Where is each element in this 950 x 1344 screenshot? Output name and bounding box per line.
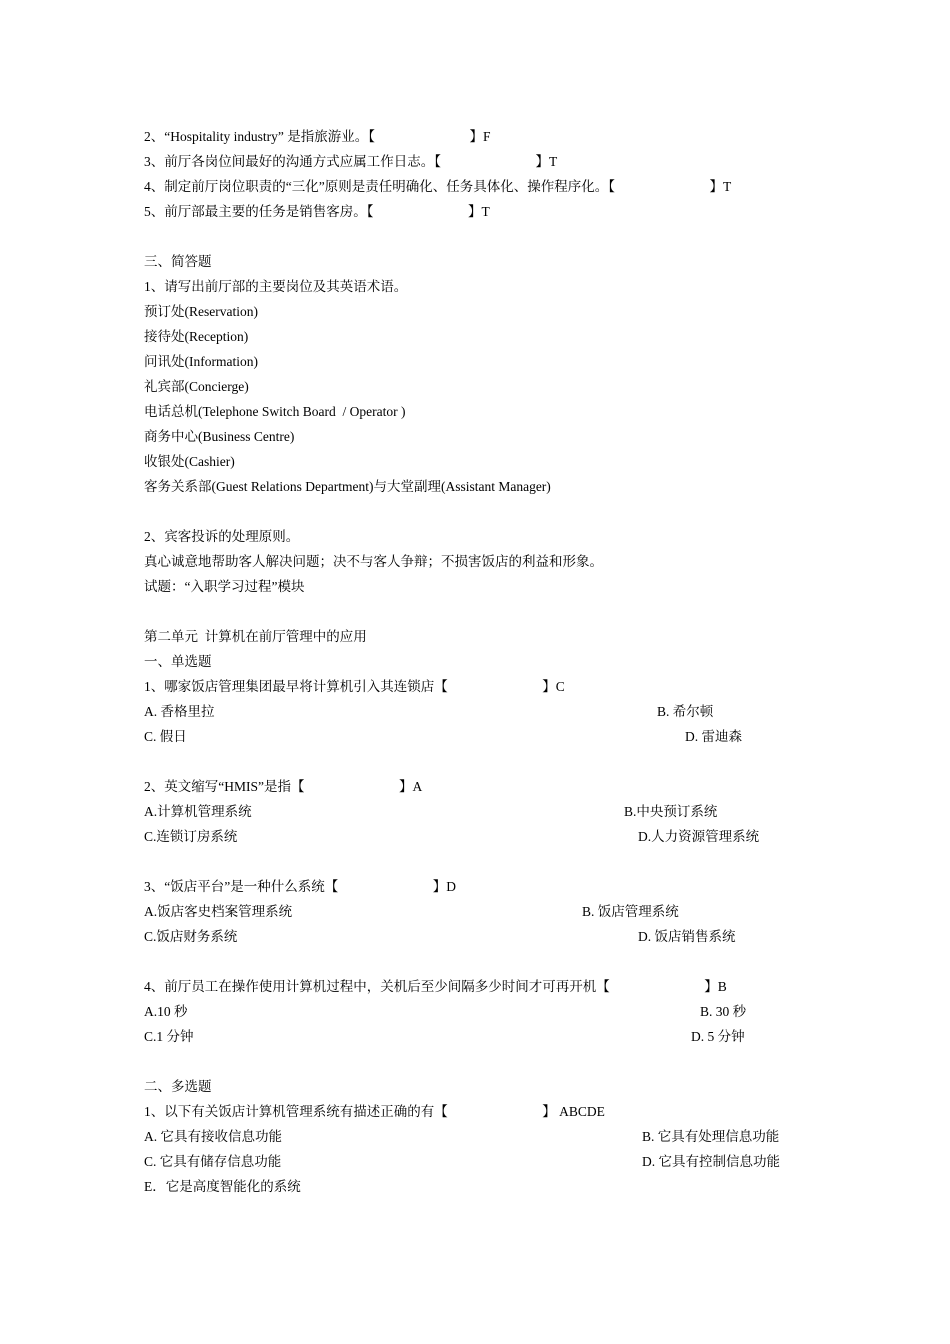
option-d: D.人力资源管理系统: [638, 829, 760, 844]
option-a: A. 它具有接收信息功能: [144, 1129, 282, 1144]
option-c: C.饭店财务系统: [144, 929, 238, 944]
option-b: B. 30 秒: [700, 1004, 747, 1019]
short-answer-question-1: 1、请写出前厅部的主要岗位及其英语术语。: [144, 279, 408, 294]
option-d: D. 它具有控制信息功能: [642, 1154, 780, 1169]
option-b: B.中央预订系统: [624, 804, 718, 819]
option-c: C. 假日: [144, 729, 187, 744]
option-d: D. 雷迪森: [685, 729, 742, 744]
option-c: C.连锁订房系统: [144, 829, 238, 844]
exam-note: 试题：“入职学习过程”模块: [144, 579, 305, 594]
question-stem: 3、“饭店平台”是一种什么系统【 】D: [144, 879, 456, 894]
post-item: 接待处(Reception): [144, 329, 249, 344]
tf-question-3: 3、前厅各岗位间最好的沟通方式应属工作日志。【 】T: [144, 154, 558, 169]
question-stem: 2、英文缩写“HMIS”是指【 】A: [144, 779, 423, 794]
tf-question-4: 4、制定前厅岗位职责的“三化”原则是责任明确化、任务具体化、操作程序化。【 】T: [144, 179, 732, 194]
post-item: 电话总机(Telephone Switch Board / Operator ): [144, 404, 406, 419]
option-c: C. 它具有储存信息功能: [144, 1154, 282, 1169]
option-a: A.饭店客史档案管理系统: [144, 904, 293, 919]
short-answer-answer-2: 真心诚意地帮助客人解决问题；决不与客人争辩；不损害饭店的利益和形象。: [144, 554, 603, 569]
post-item: 客务关系部(Guest Relations Department)与大堂副理(Assistant Manager): [144, 479, 551, 494]
post-item: 收银处(Cashier): [144, 454, 235, 469]
option-e: E．它是高度智能化的系统: [144, 1179, 301, 1194]
option-d: D. 5 分钟: [691, 1029, 745, 1044]
option-b: B. 它具有处理信息功能: [642, 1129, 780, 1144]
option-a: A.10 秒: [144, 1004, 188, 1019]
section-heading-short-answer: 三、简答题: [144, 254, 212, 269]
option-b: B. 希尔顿: [657, 704, 714, 719]
option-a: A.计算机管理系统: [144, 804, 252, 819]
question-stem: 1、哪家饭店管理集团最早将计算机引入其连锁店【 】C: [144, 679, 565, 694]
option-c: C.1 分钟: [144, 1029, 194, 1044]
unit-title: 第二单元 计算机在前厅管理中的应用: [144, 629, 367, 644]
tf-question-5: 5、前厅部最主要的任务是销售客房。【 】T: [144, 204, 490, 219]
tf-question-2: 2、“Hospitality industry” 是指旅游业。【 】F: [144, 129, 491, 144]
option-b: B. 饭店管理系统: [582, 904, 679, 919]
question-stem: 4、前厅员工在操作使用计算机过程中，关机后至少间隔多少时间才可再开机【 】B: [144, 979, 727, 994]
short-answer-question-2: 2、宾客投诉的处理原则。: [144, 529, 300, 544]
section-heading-single-choice: 一、单选题: [144, 654, 212, 669]
question-stem: 1、以下有关饭店计算机管理系统有描述正确的有【 】 ABCDE: [144, 1104, 605, 1119]
post-item: 预订处(Reservation): [144, 304, 258, 319]
option-d: D. 饭店销售系统: [638, 929, 736, 944]
post-item: 问讯处(Information): [144, 354, 258, 369]
post-item: 商务中心(Business Centre): [144, 429, 295, 444]
post-item: 礼宾部(Concierge): [144, 379, 249, 394]
section-heading-multi-choice: 二、多选题: [144, 1079, 212, 1094]
option-a: A. 香格里拉: [144, 704, 215, 719]
